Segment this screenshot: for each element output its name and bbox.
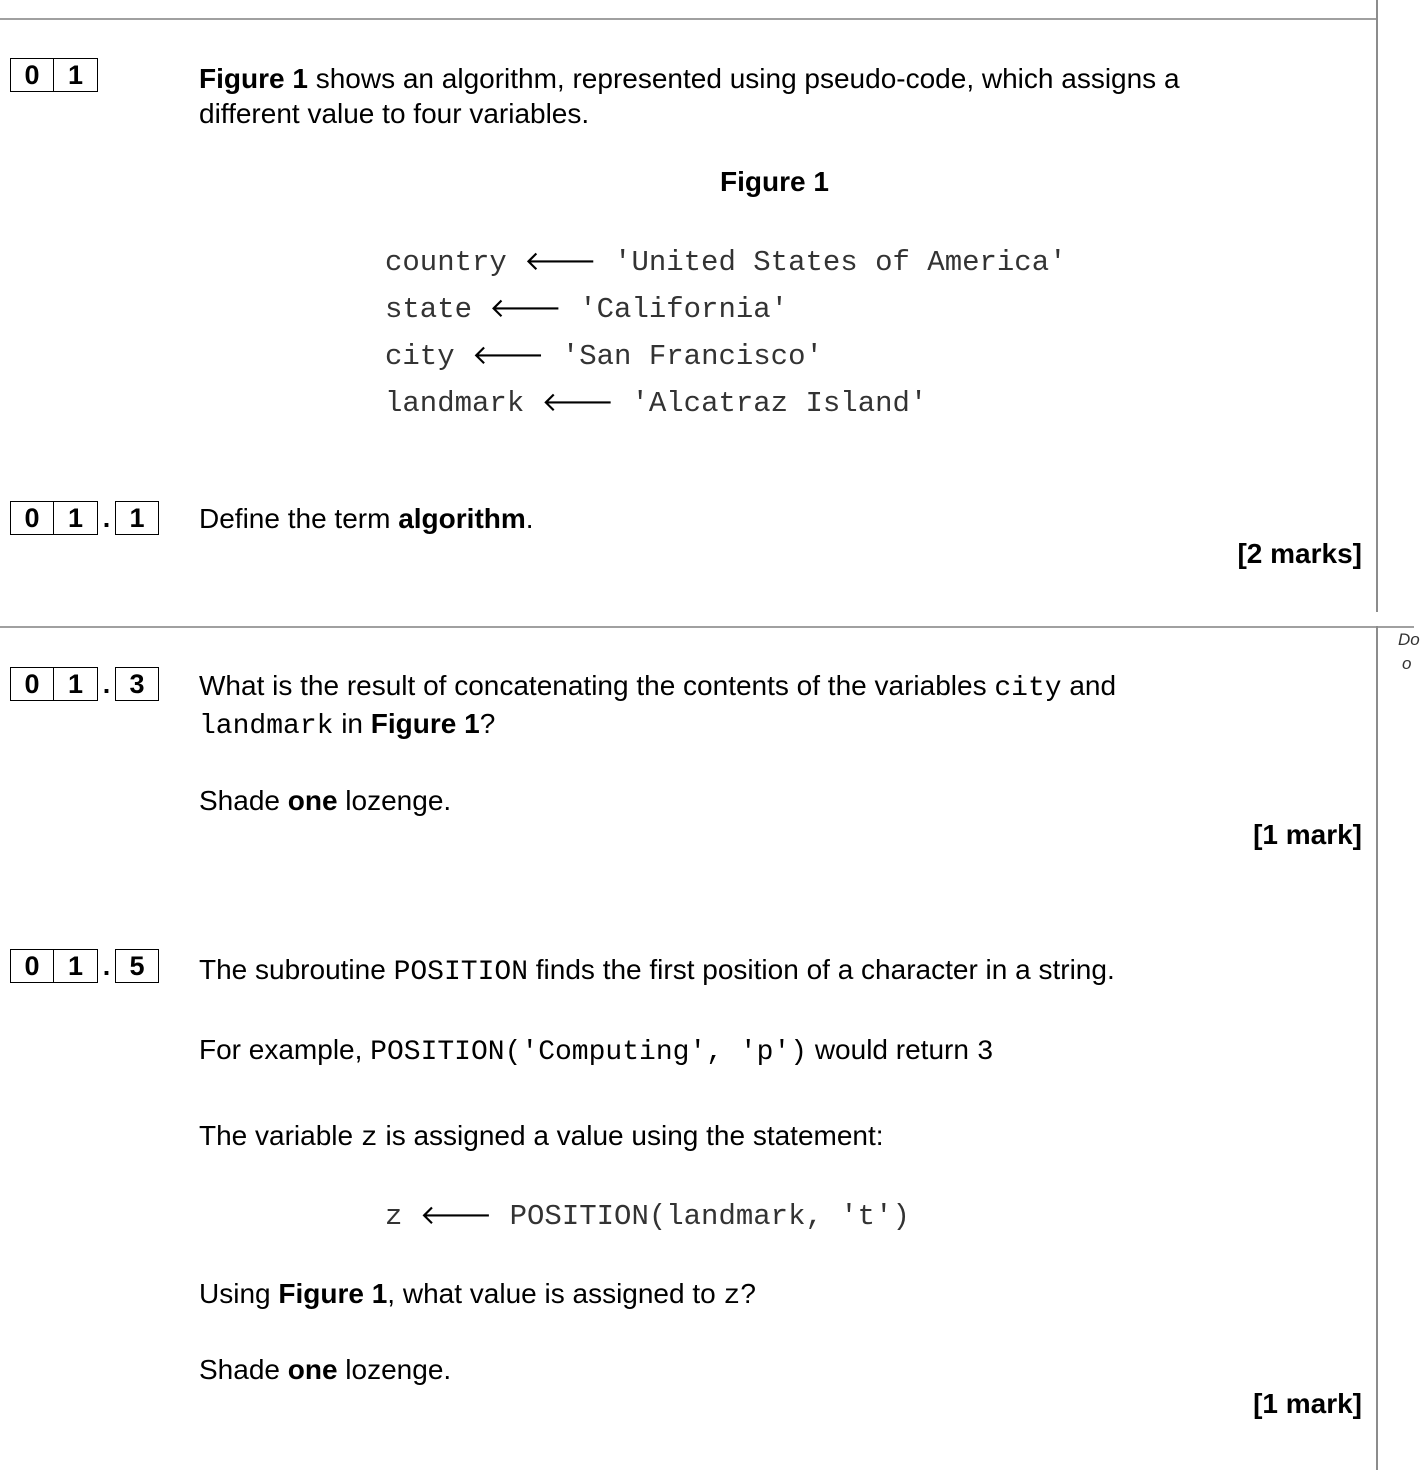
figure-title: Figure 1 bbox=[720, 166, 829, 197]
question-digit: 1 bbox=[54, 667, 98, 701]
q1-3-shade: Shade one lozenge. bbox=[199, 785, 452, 816]
code-line-state: state 🡐 'California' bbox=[385, 293, 789, 326]
question-dot: . bbox=[102, 951, 111, 981]
margin-note-line1: Do bbox=[1398, 630, 1420, 649]
code-example-result: 3 bbox=[976, 1037, 994, 1068]
code-z: z bbox=[360, 1123, 378, 1154]
question-digit: 1 bbox=[54, 949, 98, 983]
question-dot: . bbox=[102, 669, 111, 699]
code-line-city: city 🡐 'San Francisco' bbox=[385, 340, 823, 373]
question-number-01-1 bbox=[10, 501, 159, 535]
question-digit: 0 bbox=[10, 667, 54, 701]
q1-3-marks: [1 mark] bbox=[1253, 819, 1362, 850]
right-margin-rule-upper bbox=[1376, 0, 1378, 612]
code-line-country: country 🡐 'United States of America' bbox=[385, 246, 1067, 279]
q1-1-marks: [2 marks] bbox=[1237, 538, 1362, 569]
code-example-call: POSITION('Computing', 'p') bbox=[370, 1037, 808, 1068]
q1-5-assign: The variable z is assigned a value using the statement: bbox=[199, 1120, 884, 1154]
question-digit: 5 bbox=[115, 949, 159, 983]
q1-intro-line1: Figure 1 shows an algorithm, represented using pseudo-code, which assigns a bbox=[199, 63, 1180, 94]
assign-arrow-icon: 🡐 bbox=[524, 246, 597, 277]
assign-arrow-icon: 🡐 bbox=[489, 293, 562, 324]
q1-1-text: Define the term algorithm. bbox=[199, 503, 534, 534]
q1-5-using: Using Figure 1, what value is assigned to z? bbox=[199, 1278, 756, 1312]
top-rule bbox=[0, 18, 1378, 20]
margin-note-line2: o bbox=[1402, 654, 1412, 673]
assign-arrow-icon: 🡐 bbox=[541, 387, 615, 418]
code-landmark: landmark bbox=[199, 711, 334, 742]
code-position: POSITION bbox=[393, 957, 528, 988]
q1-5-example: For example, POSITION('Computing', 'p') would return 3 bbox=[199, 1034, 994, 1068]
code-z: z bbox=[723, 1281, 741, 1312]
q1-3-line2: landmark in Figure 1? bbox=[199, 708, 496, 742]
figure-ref: Figure 1 bbox=[199, 63, 308, 94]
q1-5-marks: [1 mark] bbox=[1253, 1388, 1362, 1419]
section-divider bbox=[0, 626, 1414, 628]
q1-intro-line2: different value to four variables. bbox=[199, 98, 590, 129]
code-statement: z 🡐 POSITION(landmark, 't') bbox=[385, 1200, 910, 1233]
q1-5-shade: Shade one lozenge. bbox=[199, 1354, 452, 1385]
code-line-landmark: landmark 🡐 'Alcatraz Island' bbox=[385, 387, 928, 420]
code-city: city bbox=[994, 673, 1062, 704]
question-digit: 0 bbox=[10, 58, 54, 92]
assign-arrow-icon: 🡐 bbox=[419, 1200, 493, 1231]
question-digit: 0 bbox=[10, 949, 54, 983]
question-digit: 1 bbox=[115, 501, 159, 535]
question-number-01 bbox=[10, 58, 98, 92]
question-number-01-5 bbox=[10, 949, 159, 983]
q1-5-line1: The subroutine POSITION finds the first position of a character in a string. bbox=[199, 954, 1115, 988]
question-digit: 1 bbox=[54, 501, 98, 535]
question-digit: 1 bbox=[54, 58, 98, 92]
assign-arrow-icon: 🡐 bbox=[472, 340, 545, 371]
question-digit: 0 bbox=[10, 501, 54, 535]
question-number-01-3 bbox=[10, 667, 159, 701]
q1-3-line1: What is the result of concatenating the contents of the variables city and bbox=[199, 670, 1117, 704]
question-dot: . bbox=[102, 503, 111, 533]
question-digit: 3 bbox=[115, 667, 159, 701]
right-margin-rule-lower bbox=[1376, 626, 1378, 1470]
